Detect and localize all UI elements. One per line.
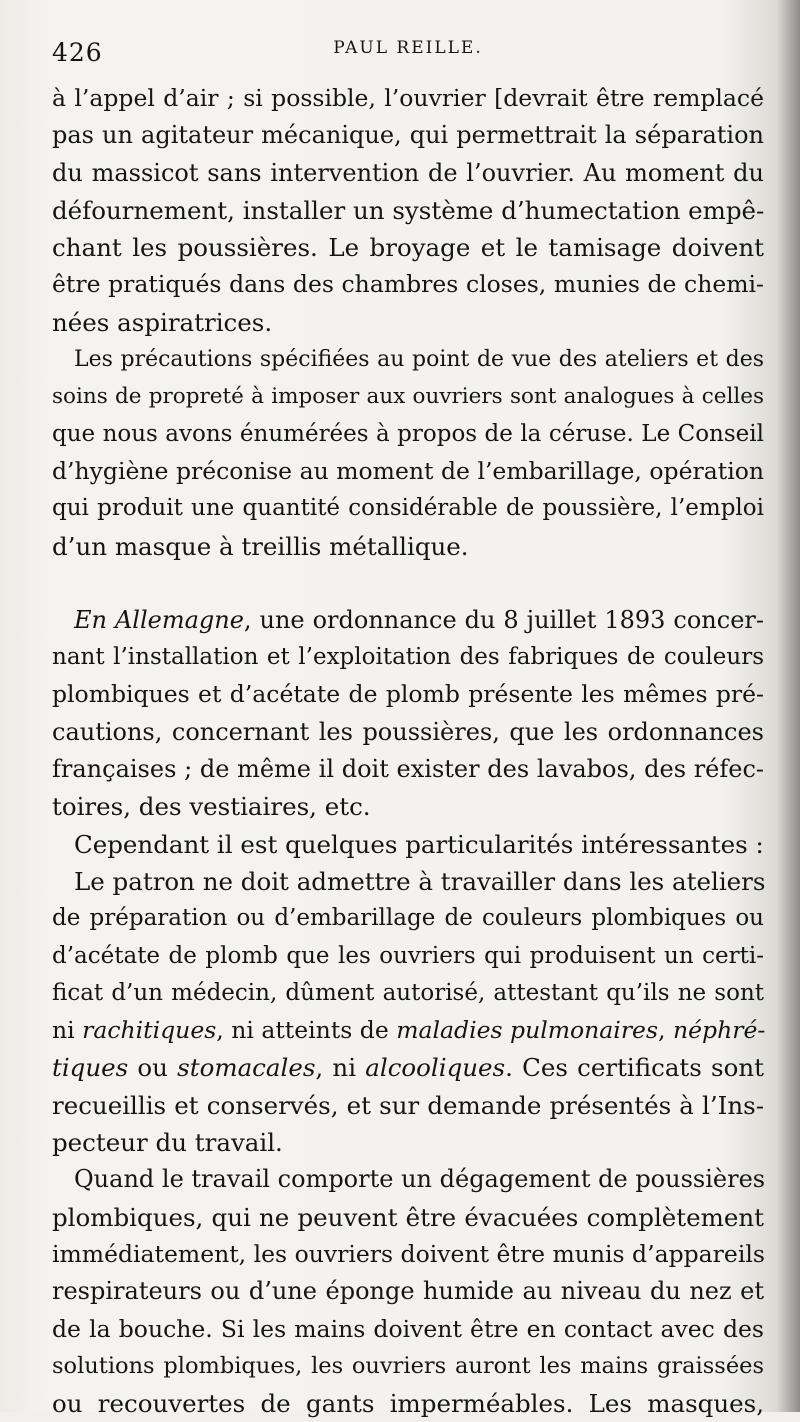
text-line: être pratiqués dans des chambres closes, munies de chemi- (52, 270, 764, 299)
text-fragment: ou (128, 1053, 178, 1083)
paragraph-5 (52, 863, 764, 1161)
italic-term: tiques (52, 1053, 129, 1083)
text-line: plombiques et d’acétate de plomb présente les mêmes pré- (52, 680, 764, 709)
text-line: d’acétate de plomb que les ouvriers qui produisent un certi- (52, 942, 764, 969)
text-line: respirateurs ou d’une éponge humide au niveau du nez et (52, 1277, 764, 1306)
page-number: 426 (52, 38, 103, 67)
paragraph-4 (52, 826, 764, 863)
text-fragment: . Ces certificats sont (505, 1053, 765, 1083)
text-line (52, 1049, 764, 1086)
text-line: Cependant il est quelques particularités intéressantes : (74, 829, 764, 859)
text-fragment: , ni (315, 1053, 366, 1083)
body-text (52, 80, 764, 1422)
text-line: ficat d’un médecin, dûment autorisé, attestant qu’ils ne sont (52, 979, 764, 1006)
italic-country: En Allemagne (74, 605, 244, 634)
text-line: solutions plombiques, les ouvriers auront les mains graissées (52, 1352, 764, 1379)
text-line: de préparation ou d’embarillage de couleurs plombiques ou (52, 905, 764, 932)
text-line: plombiques, qui ne peuvent être évacuées complètement (52, 1202, 764, 1232)
text-line: Les précautions spécifiées au point de vue des ateliers et des (74, 347, 764, 373)
text-line: françaises ; de même il doit exister des lavabos, des réfec- (52, 755, 764, 784)
text-line: ou recouvertes de gants imperméables. Les masques, (52, 1389, 764, 1419)
text-line: qui produit une quantité considérable de poussière, l’emploi (52, 495, 764, 522)
text-line (52, 602, 764, 639)
paragraph-3 (52, 602, 764, 826)
text-line: du massicot sans intervention de l’ouvrier. Au moment du (52, 158, 764, 187)
text-fragment: , (658, 1016, 673, 1045)
text-line: immédiatement, les ouvriers doivent être munis d’appareils (52, 1239, 765, 1268)
text-fragment: ni (52, 1016, 83, 1045)
page-header (52, 30, 764, 80)
paragraph-6 (52, 1161, 764, 1422)
text-line: Le patron ne doit admettre à travailler dans les ateliers (74, 866, 766, 896)
text-line: pecteur du travail. (52, 1128, 283, 1158)
italic-term: maladies pulmonaires (396, 1016, 659, 1045)
text-line: de la bouche. Si les mains doivent être en contact avec des (52, 1314, 764, 1343)
text-line: chant les poussières. Le broyage et le tamisage doivent (52, 233, 764, 263)
text-fragment: , une ordonnance du 8 juillet 1893 concer- (243, 605, 764, 634)
text-line (52, 1012, 764, 1049)
paragraph-2 (52, 341, 764, 565)
text-line: défournement, installer un système d’humectation empê- (52, 195, 765, 225)
text-line: Quand le travail comporte un dégagement de poussières (74, 1165, 766, 1194)
text-line: nées aspiratrices. (52, 307, 273, 337)
text-line: toires, des vestiaires, etc. (52, 792, 371, 822)
text-line: cautions, concernant les poussières, que les ordonnances (52, 717, 764, 746)
italic-term: rachitiques (82, 1016, 217, 1045)
paragraph-1 (52, 80, 764, 341)
text-fragment: , ni atteints de (216, 1016, 397, 1045)
italic-term: alcooliques (365, 1053, 506, 1083)
text-line: d’un masque à treillis métallique. (52, 531, 469, 561)
running-head: PAUL REILLE. (333, 38, 483, 58)
italic-term: néphré- (672, 1016, 766, 1045)
text-line: recueillis et conservés, et sur demande présentés à l’Ins- (52, 1090, 764, 1120)
text-line: d’hygiène préconise au moment de l’embarillage, opération (52, 456, 764, 485)
paragraph-gap (52, 565, 764, 602)
text-line: pas un agitateur mécanique, qui permettrait la séparation (52, 121, 764, 150)
text-line: que nous avons énumérées à propos de la céruse. Le Conseil (52, 420, 764, 447)
text-line: soins de propreté à imposer aux ouvriers sont analogues à celles (52, 384, 764, 410)
italic-term: stomacales (177, 1053, 316, 1083)
text-line: à l’appel d’air ; si possible, l’ouvrier [devrait être remplacé (52, 84, 764, 112)
text-line: nant l’installation et l’exploitation des fabriques de couleurs (52, 644, 764, 671)
